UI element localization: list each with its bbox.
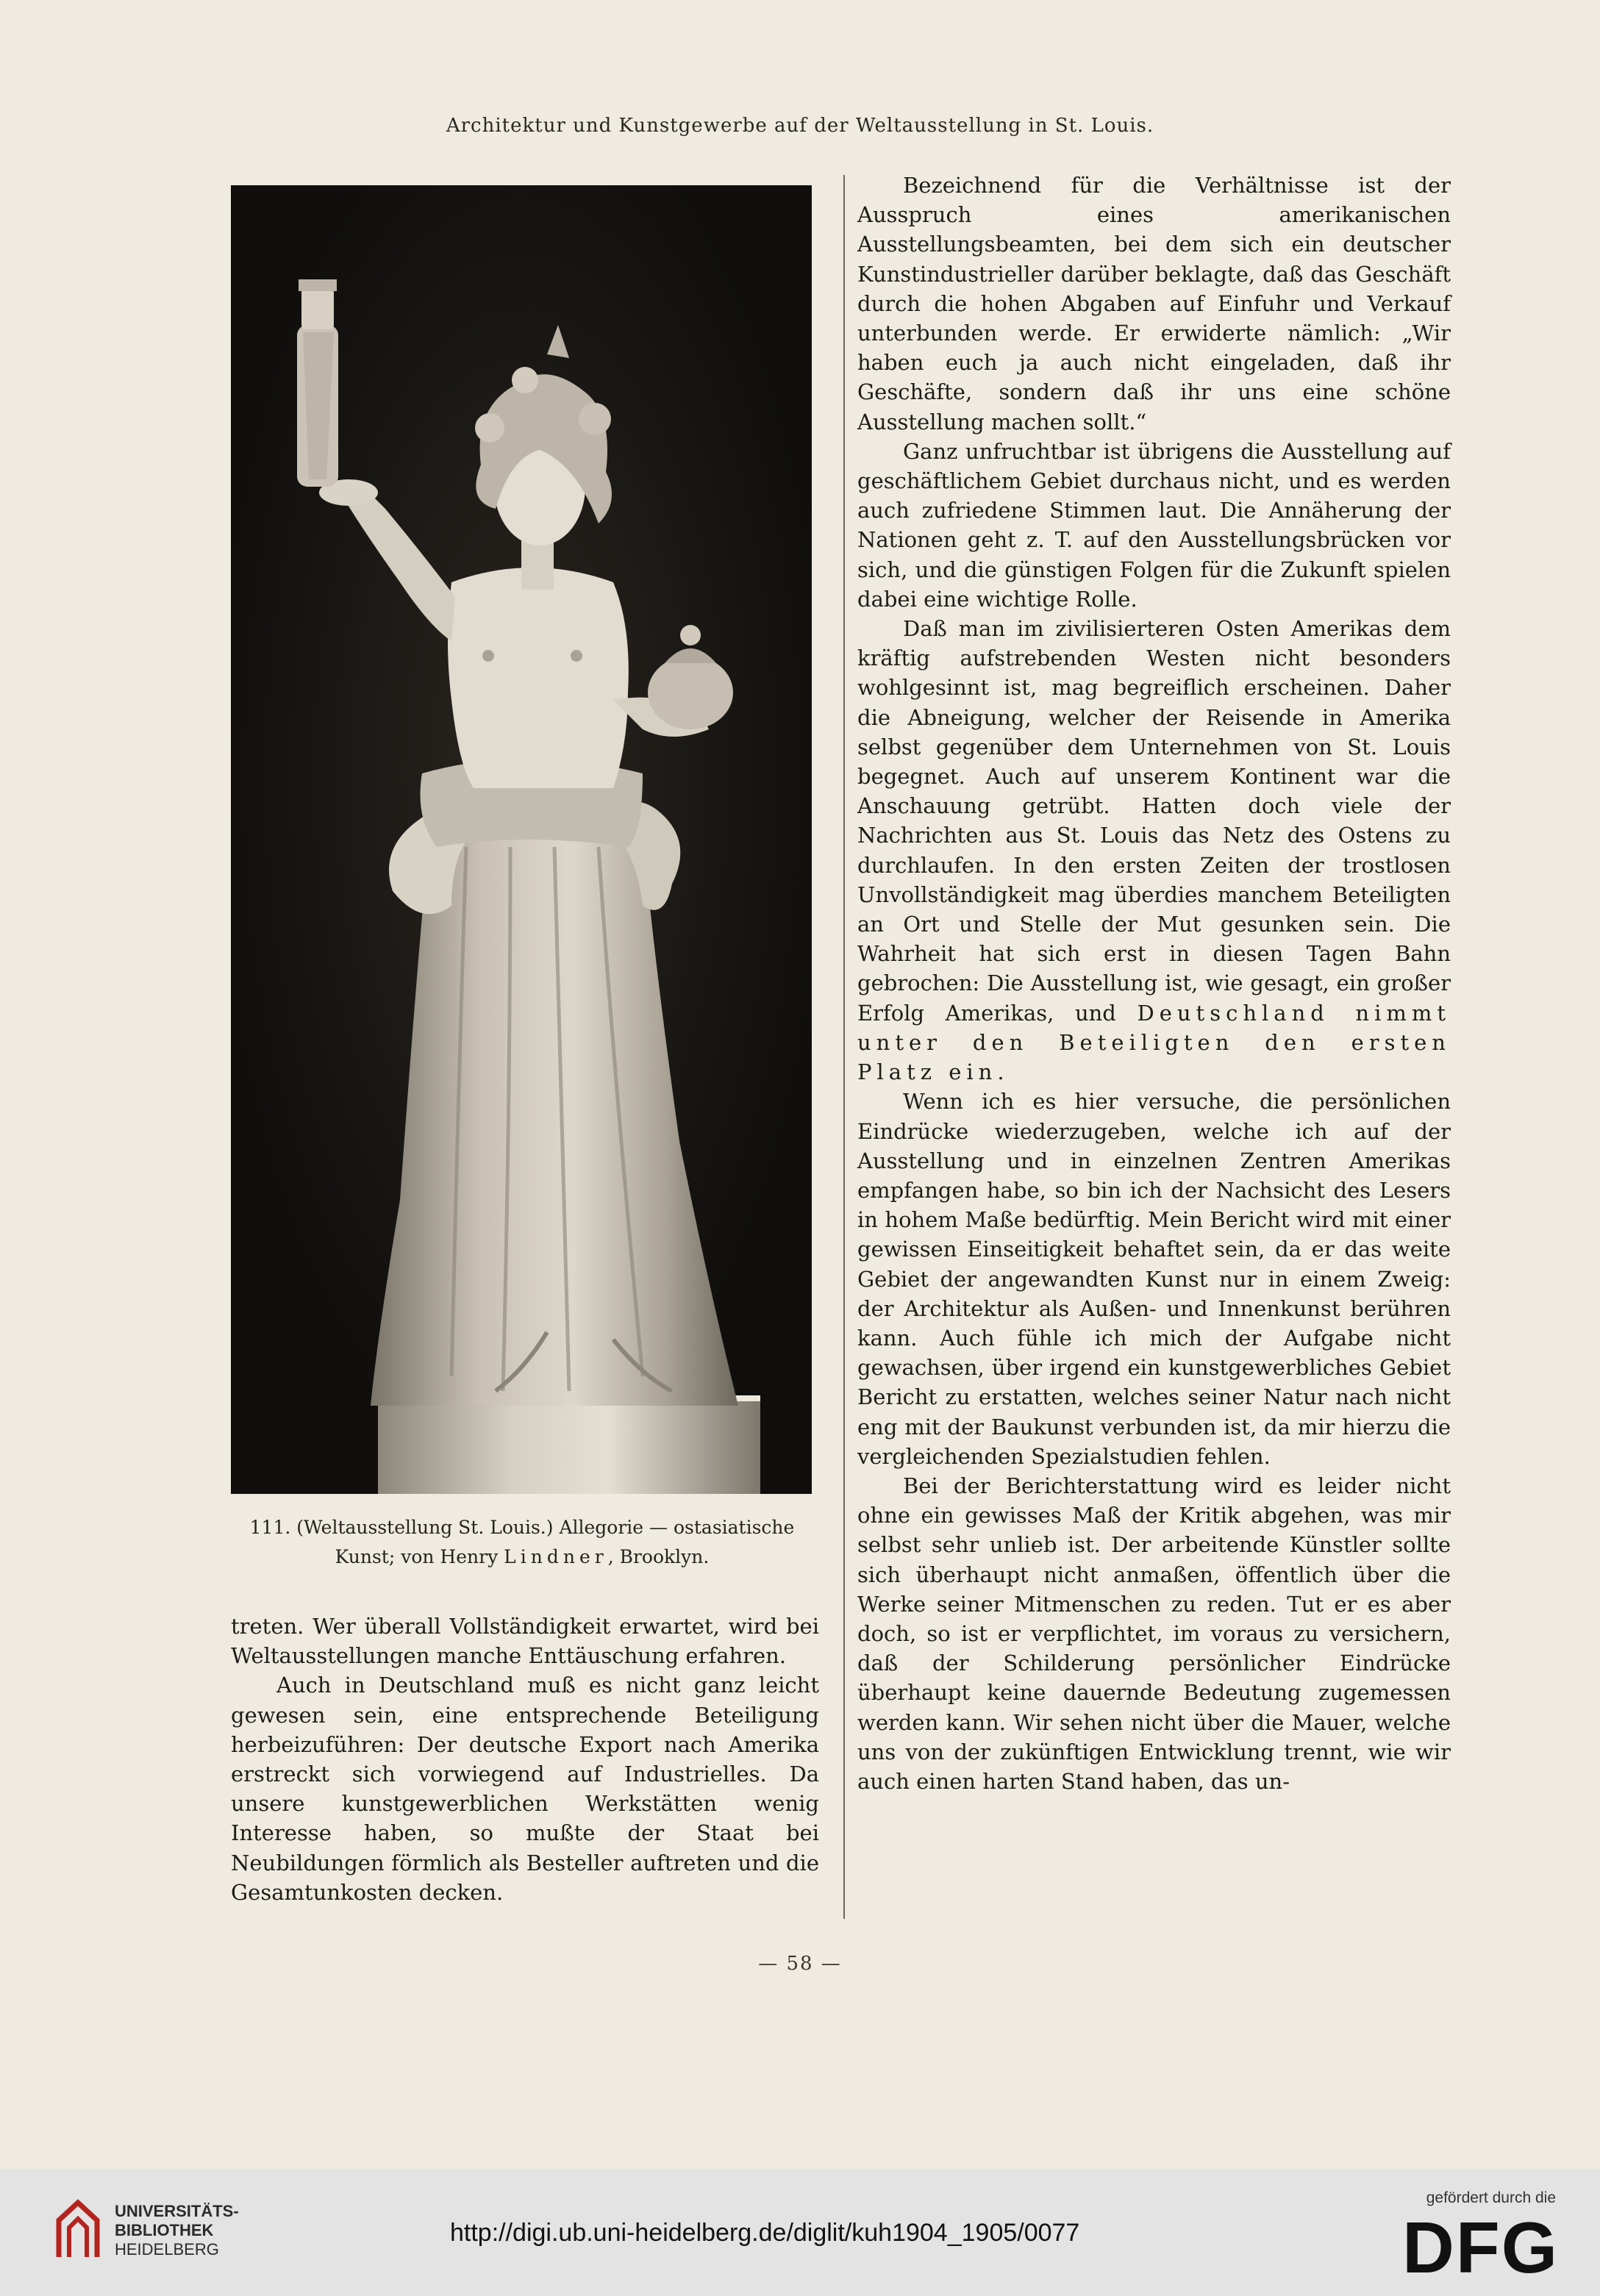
library-name-line: HEIDELBERG (115, 2240, 219, 2259)
page-number: — 58 — (758, 1953, 842, 1975)
caption-text: Kunst; von Henry (335, 1546, 504, 1567)
paragraph: Auch in Deutschland muß es nicht ganz leicht gewesen sein, eine entsprechende Beteiligung herbeizuführen: Der deutsche Export nach Amerika erstreckt sich vorwiegend auf Industrielles. Da unsere kunstgewerblichen Werkstätten wenig Interesse haben, so mußte der Staat bei Neubildungen förmlich als Besteller auftreten und die Gesamtunkosten decken. (231, 1673, 819, 1905)
emphasized-text: Deutschland nimmt unter den Beteiligten den ersten Platz ein. (857, 1000, 1451, 1085)
permalink[interactable]: http://digi.ub.uni-heidelberg.de/diglit/kuh1904_1905/0077 (450, 2219, 1080, 2247)
digitization-footer (0, 2169, 1600, 2296)
paragraph: Wenn ich es hier versuche, die persönlichen Eindrücke wiederzugeben, welche ich auf der Ausstellung und in einzelnen Zentren Amerikas empfangen habe, so bin ich der Nachsicht des Lesers in hohem Maße bedürftig. Mein Bericht wird mit einer gewissen Einseitigkeit behaftet sein, da er das weite Gebiet der angewandten Kunst nur in einem Zweig: der Architektur als Außen- und Innenkunst berühren kann. Auch fühle ich mich der Aufgabe nicht gewachsen, über irgend ein kunstgewerbliches Gebiet Bericht zu erstatten, welches seiner Natur nach nicht eng mit der Baukunst verbunden ist, da mir hierzu die vergleichenden Spezialstudien fehlen. (857, 1089, 1451, 1469)
left-column-text (231, 1612, 819, 1907)
sculpture-photograph (231, 185, 812, 1494)
library-name (115, 2202, 239, 2259)
right-column-text (857, 171, 1451, 1796)
sculptor-name: Lindner (504, 1546, 608, 1567)
paragraph-text: Daß man im zivilisierteren Osten Amerikas dem kräftig aufstrebenden Westen nicht besonders wohlgesinnt ist, mag begreiflich erscheinen. Daher die Abneigung, welcher der Reisende in Amerika selbst gegenüber dem Unternehmen von St. Louis begegnet. Auch auf unserem Kontinent war die Anschauung getrübt. Hatten doch viele der Nachrichten aus St. Louis das Netz des Ostens zu durchlaufen. In den ersten Zeiten der trostlosen Unvollständigkeit mag überdies manchem Beteiligten an Ort und Stelle der Mut gesunken sein. Die Wahrheit hat sich erst in diesen Tagen Bahn gebrochen: Die Ausstellung ist, wie gesagt, ein großer Erfolg Amerikas, und (857, 616, 1451, 1026)
paragraph: treten. Wer überall Vollständigkeit erwartet, wird bei Weltausstellungen manche Enttäuschung erfahren. (231, 1614, 819, 1669)
dfg-logo: DFG (1402, 2207, 1559, 2288)
funder-label: gefördert durch die (1426, 2189, 1556, 2206)
paragraph (857, 614, 1451, 1087)
library-name-line: BIBLIOTHEK (115, 2221, 214, 2239)
figure-caption (221, 1513, 824, 1572)
paragraph: Bei der Berichterstattung wird es leider nicht ohne ein gewisses Maß der Kritik abgehen, was mir selbst sehr unlieb ist. Der arbeitende Künstler sollte sich überhaupt nicht anmaßen, öffentlich über die Werke seiner Mitmenschen zu reden. Tut er es aber doch, so ist er verpflichtet, im voraus zu versichern, daß der Schilderung persönlicher Eindrücke überhaupt keine dauernde Bedeutung zugemessen werden kann. Wir sehen nicht über die Mauer, welche uns von der zukünftigen Entwicklung trennt, wie wir auch einen harten Stand haben, das un- (857, 1473, 1451, 1794)
column-divider (843, 175, 845, 1919)
caption-line: 111. (Weltausstellung St. Louis.) Allegorie — ostasiatische (249, 1517, 795, 1538)
paragraph: Bezeichnend für die Verhältnisse ist der Ausspruch eines amerikanischen Ausstellungsbeamten, bei dem sich ein deutscher Kunstindustrieller darüber beklagte, daß das Geschäft durch die hohen Abgaben auf Einfuhr und Verkauf unterbunden werde. Er erwiderte nämlich: „Wir haben euch ja auch nicht eingeladen, daß ihr Geschäfte, sondern daß ihr uns eine schöne Ausstellung machen sollt.“ (857, 173, 1451, 434)
caption-line (221, 1542, 824, 1572)
university-library-logo-icon (56, 2198, 100, 2260)
caption-text: , Brooklyn. (607, 1546, 710, 1567)
paragraph: Ganz unfruchtbar ist übrigens die Ausstellung auf geschäftlichem Gebiet durchaus nicht, und es werden auch zufriedene Stimmen laut. Die Annäherung der Nationen geht z. T. auf den Ausstellungsbrücken vor sich, und die günstigen Folgen für die Zukunft spielen dabei eine wichtige Rolle. (857, 438, 1451, 612)
running-head: Architektur und Kunstgewerbe auf der Weltausstellung in St. Louis. (446, 115, 1154, 137)
library-name-line: UNIVERSITÄTS- (115, 2202, 239, 2220)
